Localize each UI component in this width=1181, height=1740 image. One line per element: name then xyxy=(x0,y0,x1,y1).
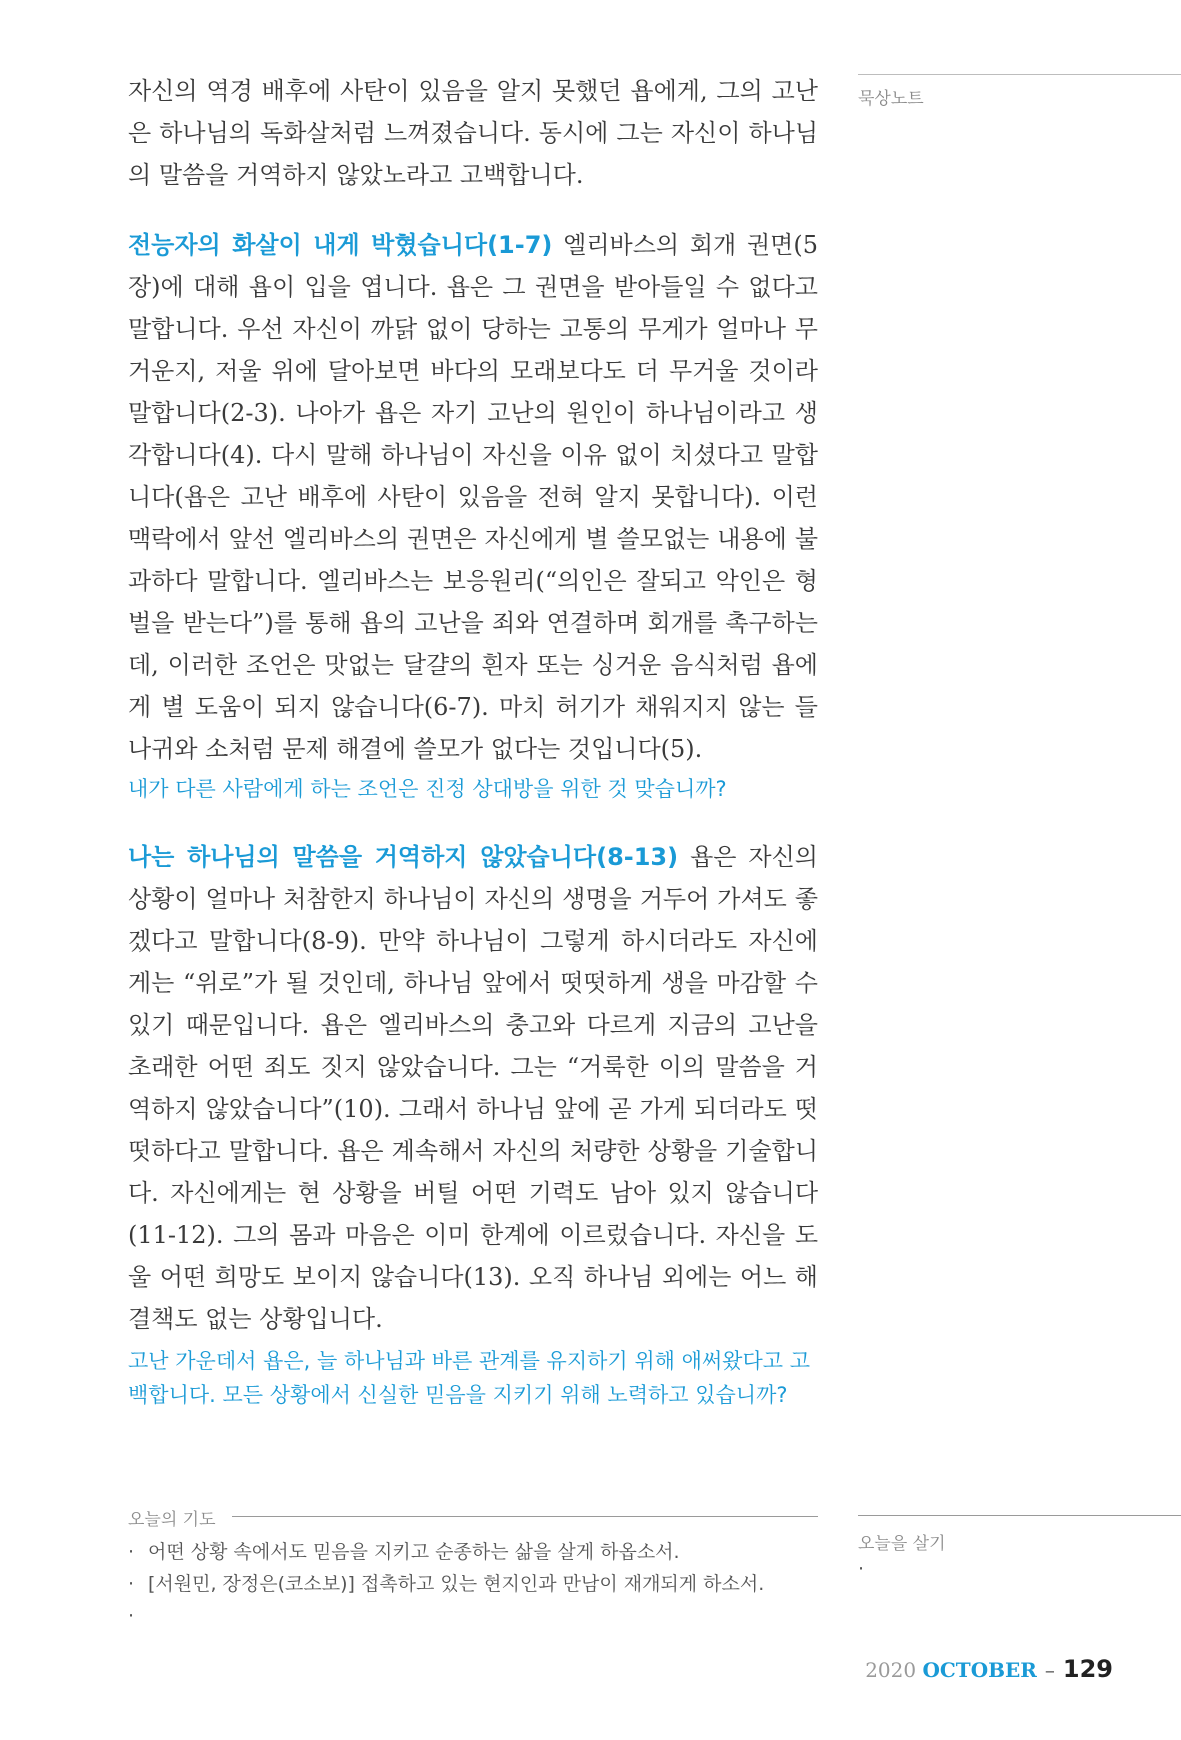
page-footer xyxy=(865,1655,1113,1683)
living-bullet: · xyxy=(858,1558,865,1580)
section-2-paragraph xyxy=(128,836,818,1340)
page-number: 129 xyxy=(1062,1655,1113,1683)
side-top-rule xyxy=(858,74,1181,75)
section-1-paragraph xyxy=(128,224,818,770)
section-2-heading: 나는 하나님의 말씀을 거역하지 않았습니다(8-13) xyxy=(128,843,679,871)
prayer-item-text: [서원민, 장정은(코소보)] 접촉하고 있는 현지인과 만남이 재개되게 하소서. xyxy=(148,1573,765,1595)
section-2-body: 욥은 자신의 상황이 얼마나 처참한지 하나님이 자신의 생명을 거두어 가셔도 좋겠다고 말합니다(8-9). 만약 하나님이 그렇게 하시더라도 자신에게는 “위로”가 될 것인데, 하나님 앞에서 떳떳하게 생을 마감할 수 있기 때문입니다. 욥은 엘리바스의 충고와 다르게 지금의 고난을 초래한 어떤 죄도 짓지 않았습니다. 그는 “거룩한 이의 말씀을 거역하지 않았습니다”(10). 그래서 하나님 앞에 곧 가게 되더라도 떳떳하다고 말합니다. 욥은 계속해서 자신의 처량한 상황을 기술합니다. 자신에게는 현 상황을 버틸 어떤 기력도 남아 있지 않습니다(11-12). 그의 몸과 마음은 이미 한계에 이르렀습니다. 자신을 도울 어떤 희망도 보이지 않습니다(13). 오직 하나님 외에는 어느 해결책도 없는 상황입니다. xyxy=(128,843,818,1333)
section-2-question: 고난 가운데서 욥은, 늘 하나님과 바른 관계를 유지하기 위해 애써왔다고 고백합니다. 모든 상황에서 신실한 믿음을 지키기 위해 노력하고 있습니까? xyxy=(128,1349,811,1407)
bullet: · xyxy=(128,1605,135,1627)
prayer-item xyxy=(128,1536,828,1568)
footer-year: 2020 xyxy=(865,1658,917,1682)
prayer-rule xyxy=(232,1516,818,1517)
living-title: 오늘을 살기 xyxy=(858,1534,946,1554)
section-1-question: 내가 다른 사람에게 하는 조언은 진정 상대방을 위한 것 맞습니까? xyxy=(128,777,727,801)
prayer-item xyxy=(128,1568,828,1600)
footer-month: OCTOBER xyxy=(922,1658,1037,1682)
prayer-list xyxy=(128,1536,828,1632)
prayer-item-text: 어떤 상황 속에서도 믿음을 지키고 순종하는 삶을 살게 하옵소서. xyxy=(148,1541,680,1563)
intro-paragraph: 자신의 역경 배후에 사탄이 있음을 알지 못했던 욥에게, 그의 고난은 하나님의 독화살처럼 느껴졌습니다. 동시에 그는 자신이 하나님의 말씀을 거역하지 않았노라고 고백합니다. xyxy=(128,77,818,189)
bullet: · xyxy=(128,1541,135,1563)
bullet: · xyxy=(128,1573,135,1595)
section-1-heading: 전능자의 화살이 내게 박혔습니다(1-7) xyxy=(128,231,553,259)
prayer-item xyxy=(128,1600,828,1632)
main-text xyxy=(128,70,818,1412)
side-note-title: 묵상노트 xyxy=(858,89,924,109)
prayer-title: 오늘의 기도 xyxy=(128,1505,226,1530)
living-rule xyxy=(858,1515,1181,1516)
footer-dash: – xyxy=(1044,1658,1055,1682)
section-1-body: 엘리바스의 회개 권면(5장)에 대해 욥이 입을 엽니다. 욥은 그 권면을 받아들일 수 없다고 말합니다. 우선 자신이 까닭 없이 당하는 고통의 무게가 얼마나 무거운지, 저울 위에 달아보면 바다의 모래보다도 더 무거울 것이라 말합니다(2-3). 나아가 욥은 자기 고난의 원인이 하나님이라고 생각합니다(4). 다시 말해 하나님이 자신을 이유 없이 치셨다고 말합니다(욥은 고난 배후에 사탄이 있음을 전혀 알지 못합니다). 이런 맥락에서 앞선 엘리바스의 권면은 자신에게 별 쓸모없는 내용에 불과하다 말합니다. 엘리바스는 보응원리(“의인은 잘되고 악인은 형벌을 받는다”)를 통해 욥의 고난을 죄와 연결하며 회개를 촉구하는데, 이러한 조언은 맛없는 달걀의 흰자 또는 싱거운 음식처럼 욥에게 별 도움이 되지 않습니다(6-7). 마치 허기가 채워지지 않는 들나귀와 소처럼 문제 해결에 쓸모가 없다는 것입니다(5). xyxy=(128,231,818,763)
